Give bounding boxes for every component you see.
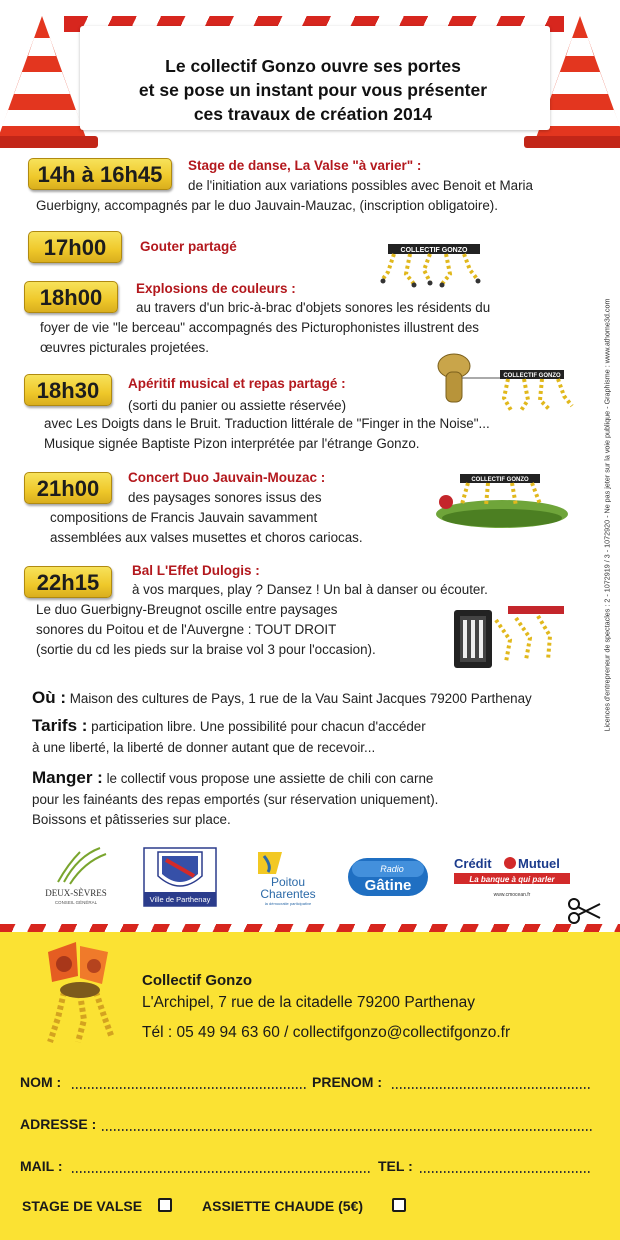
info-manger-line3: Boissons et pâtisseries sur place.	[32, 812, 231, 827]
credit-tagline: La banque à qui parler	[469, 875, 555, 884]
time-badge-6: 22h15	[24, 566, 112, 598]
info-tarifs	[32, 716, 592, 737]
poitou-charentes-logo	[246, 846, 322, 908]
event-line: Le duo Guerbigny-Breugnot oscille entre paysages	[36, 602, 338, 617]
event-title-6: Bal L'Effet Dulogis :	[132, 563, 260, 578]
event-line: assemblées aux valses musettes et choros cariocas.	[50, 530, 363, 545]
ville-parthenay-text: Ville de Parthenay	[149, 895, 211, 904]
time-badge-1: 14h à 16h45	[28, 158, 172, 190]
nom-field[interactable]	[72, 1087, 308, 1089]
top-banner	[0, 0, 620, 150]
deux-sevres-text: DEUX-SÈVRES	[45, 888, 107, 898]
time-badge-4: 18h30	[24, 374, 112, 406]
gonzo-sign-walker-icon	[380, 240, 496, 288]
scissors-icon	[566, 898, 602, 924]
time-badge-3: 18h00	[24, 281, 118, 313]
credit-text: Crédit	[454, 856, 492, 871]
event-line: Musique signée Baptiste Pizon interprétée par l'étrange Gonzo.	[44, 436, 420, 451]
accordion-gonzo-icon	[450, 600, 580, 672]
nom-label: NOM :	[20, 1074, 62, 1090]
event-line: avec Les Doigts dans le Bruit. Traduction littérale de "Finger in the Noise"...	[44, 416, 490, 431]
stage-valse-label: STAGE DE VALSE	[22, 1198, 143, 1214]
tuba-gonzo-icon	[432, 348, 576, 418]
info-manger-line2: pour les fainéants des repas emportés (sur réservation uniquement).	[32, 792, 439, 807]
event-line: (sorti du panier ou assiette réservée)	[128, 398, 347, 413]
gonzo-sign-text: COLLECTIF GONZO	[503, 373, 561, 379]
credit-url: www.cmocean.fr	[493, 892, 531, 898]
banner-title	[96, 54, 530, 126]
info-ou	[32, 688, 592, 709]
tel-label: TEL :	[378, 1158, 413, 1174]
radio-gatine-logo	[344, 846, 432, 908]
event-title-2: Gouter partagé	[140, 239, 237, 254]
coupon-contact: Tél : 05 49 94 63 60 / collectifgonzo@collectifgonzo.fr	[142, 1024, 511, 1041]
event-line: des paysages sonores issus des	[128, 490, 322, 505]
mail-field[interactable]	[72, 1171, 372, 1173]
grass-island-gonzo-icon	[432, 460, 576, 532]
info-manger	[32, 768, 592, 789]
cut-line	[0, 924, 620, 932]
charentes-text: Charentes	[260, 887, 316, 901]
info-ou-text: Maison des cultures de Pays, 1 rue de la Vau Saint Jacques 79200 Parthenay	[69, 691, 532, 706]
mutuel-text: Mutuel	[518, 856, 560, 871]
gonzo-mascot-icon	[34, 942, 128, 1046]
info-tarifs-line2: à une liberté, la liberté de donner autant que de recevoir...	[32, 740, 376, 755]
event-line: Guerbigny, accompagnés par le duo Jauvain-Mauzac, (inscription obligatoire).	[36, 198, 498, 213]
event-line: compositions de Francis Jauvain savamment	[50, 510, 318, 525]
event-title-5: Concert Duo Jauvain-Mouzac :	[128, 470, 326, 485]
banner-line-1: Le collectif Gonzo ouvre ses portes	[165, 56, 461, 76]
assiette-checkbox[interactable]	[392, 1198, 406, 1212]
banner-line-2: et se pose un instant pour vous présenter	[138, 80, 488, 100]
info-ou-label: Où :	[32, 688, 66, 707]
event-line: (sortie du cd les pieds sur la braise vol 3 pour l'occasion).	[36, 642, 376, 657]
stage-valse-checkbox[interactable]	[158, 1198, 172, 1212]
event-line: œuvres picturales projetées.	[40, 340, 209, 355]
adresse-label: ADRESSE :	[20, 1116, 97, 1132]
vertical-legal-note: Licences d'entrepreneur de spectacles : 2 - 1072919 / 3 - 1072920 - Ne pas jeter sur la voie publique - Graphisme : www.athome3d.com	[602, 298, 612, 732]
prenom-label: PRENOM :	[312, 1074, 382, 1090]
radio-text: Radio	[380, 864, 404, 874]
info-tarifs-label: Tarifs :	[32, 716, 88, 735]
poitou-text: Poitou	[270, 875, 306, 889]
ville-parthenay-logo	[142, 846, 218, 908]
mail-label: MAIL :	[20, 1158, 63, 1174]
deux-sevres-sub: CONSEIL GÉNÉRAL	[54, 900, 98, 905]
event-line: au travers d'un bric-à-brac d'objets sonores les résidents du	[136, 300, 491, 315]
deux-sevres-logo	[34, 846, 118, 908]
coupon-address: L'Archipel, 7 rue de la citadelle 79200 Parthenay	[142, 994, 475, 1011]
event-title-3: Explosions de couleurs :	[136, 281, 296, 296]
event-line: à vos marques, play ? Dansez ! Un bal à danser ou écouter.	[132, 582, 488, 597]
banner-line-3: ces travaux de création 2014	[193, 104, 433, 124]
info-tarifs-line1: participation libre. Une possibilité pour chacun d'accéder	[91, 719, 426, 734]
event-line: sonores du Poitou et de l'Auvergne : TOUT DROIT	[36, 622, 337, 637]
region-sub: la démocratie participative	[264, 901, 312, 906]
gonzo-sign-text: COLLECTIF GONZO	[400, 247, 468, 254]
prenom-field[interactable]	[392, 1087, 592, 1089]
event-line: foyer de vie "le berceau" accompagnés des Picturophonistes illustrent des	[40, 320, 479, 335]
coupon-org-name: Collectif Gonzo	[142, 972, 252, 989]
event-line: de l'initiation aux variations possibles avec Benoit et Maria	[188, 178, 533, 193]
adresse-field[interactable]	[102, 1129, 592, 1131]
event-title-1: Stage de danse, La Valse "à varier" :	[188, 158, 422, 173]
event-title-4: Apéritif musical et repas partagé :	[128, 376, 346, 391]
time-badge-5: 21h00	[24, 472, 112, 504]
credit-mutuel-logo	[452, 846, 572, 908]
gonzo-sign-text: COLLECTIF GONZO	[471, 477, 529, 483]
assiette-label: ASSIETTE CHAUDE (5€)	[202, 1198, 364, 1214]
gatine-text: Gâtine	[364, 877, 412, 894]
info-manger-line1: le collectif vous propose une assiette de chili con carne	[106, 771, 434, 786]
time-badge-2: 17h00	[28, 231, 122, 263]
tel-field[interactable]	[420, 1171, 592, 1173]
info-manger-label: Manger :	[32, 768, 103, 787]
